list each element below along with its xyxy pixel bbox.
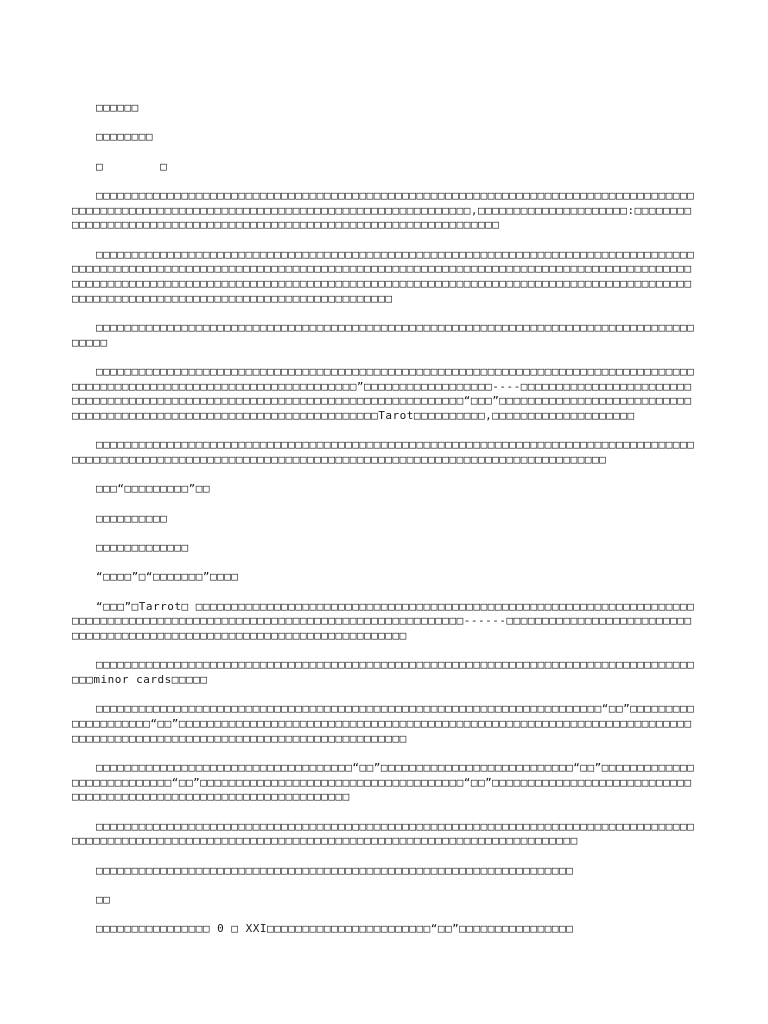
paragraph: □□□□□□□□□□□□□□□□□□□□□□□□□□□□□□□□□□□□□□□□□□□□□□□□□□□□□□□□□□□□□□□□□□□ [96, 863, 574, 877]
paragraph: □□□□□□□□□□□□□ [96, 541, 189, 554]
paragraph: □□□□□□□□□□□□□□□□□□□□□□□□□□□□□□□□□□□□□□□□□□□□□□□□□□□□□□□□□□□□□□□□□□□□□□□□□□□□□□□□□□□□□□□minor cards□□□□□ [72, 658, 695, 686]
paragraph: □□□□□□□□□□ [96, 511, 168, 525]
paragraph: □□□□□□□□ [96, 130, 153, 144]
paragraph: □□□□□□□□□□□□□□□□□□□□□□□□□□□□□□□□□□□□□□□□□□□□□□□□□□□□□□□□□□□□□□□□□□□□□□□“□□”□□□□□□□□□□□□□□□□□□□□“□□”□□□□□□□□□□□□□□□□□□□□□□□□□□□□□□□□□□□□□□□□□□□□□□□□□□□□□□□□□□□□□□□□□□□□□□□□□□□□□□□□□□□□□□□□□□□□□□□□□□□□□□□□□□□□□□□□□□□□□□□ [72, 702, 695, 745]
paragraph: “□□□”□Tarrot□ □□□□□□□□□□□□□□□□□□□□□□□□□□□□□□□□□□□□□□□□□□□□□□□□□□□□□□□□□□□□□□□□□□□□□□□□□□□□□□□□□□□□□□□□□□□□□□□□□□□□□□□□□□□□□□□□□□□□□□□□□□□□□------□□□□□□□□□□□□□□□□□□□□□□□□□□□□□□□□□□□□□□□□□□□□□□□□□□□□□□□□□□□□□□□□□□□□□□□□□ [72, 599, 695, 642]
document-body [72, 101, 698, 952]
paragraph: □□ [96, 893, 111, 906]
paragraph: □□□□□□□□□□□□□□□□□□□□□□□□□□□□□□□□□□□□□□□□□□□□□□□□□□□□□□□□□□□□□□□□□□□□□□□□□□□□□□□□□□□□□□□□□□□□□□□□□□□□□□□□□□□□□□□□□□□□□□□□□□□□□□□□□□□□□□□□□□□□□□□□□□□□□□□□□□□□□□□□□□□□□□□□□□□□□□□□□□□□□□□□□□□□□□□□□□□□□□□□□□□□□□□□□□□□□□□□□□□□□□□□□□□□□□□□□□□□□□□□□□□□□□□□□□□□□□□□□□□□□□□□□□□□□□□□□□□□□□□□□□□□□□□□□□□□□□□□□□□□□□□ [72, 247, 695, 305]
paragraph: □□□“□□□□□□□□□”□□ [96, 482, 210, 496]
paragraph: “□□□□”□“□□□□□□□”□□□□ [96, 570, 239, 584]
paragraph: □□□□□□□□□□□□□□□□□□□□□□□□□□□□□□□□□□□□□□□□□□□□□□□□□□□□□□□□□□□□□□□□□□□□□□□□□□□□□□□□□□□□□□□□□□□□□□□□□□□□□□□□□□□□□□□□□□□□□□□□□□□□□□□□□□□□□□□□□□□□□□□□□□□□□□□□□□□□□□□ [72, 438, 695, 467]
paragraph: □□□□□□□□□□□□□□□□ 0 □ XXI□□□□□□□□□□□□□□□□□□□□□□□“□□”□□□□□□□□□□□□□□□□ [96, 922, 574, 936]
paragraph: □ □ [96, 159, 168, 173]
paragraph: □□□□□□□□□□□□□□□□□□□□□□□□□□□□□□□□□□□□□□□□□□□□□□□□□□□□□□□□□□□□□□□□□□□□□□□□□□□□□□□□□□□□□□□□□□□□□□□□□□□□□□□□□□□□□□□□□□□□□□□□□□□□”□□□□□□□□□□□□□□□□□□----□□□□□□□□□□□□□□□□□□□□□□□□□□□□□□□□□□□□□□□□□□□□□□□□□□□□□□□□□□□□□□□□□□□□□□□□□□□□□□□“□□□”□□□□□□□□□□□□□□□□□□□□□□□□□□□□□□□□□□□□□□□□□□□□□□□□□□□□□□□□□□□□□□□□□□□□□□Tarot□□□□□□□□□□,□□□□□□□□□□□□□□□□□□□□ [72, 365, 695, 423]
paragraph: □□□□□□□□□□□□□□□□□□□□□□□□□□□□□□□□□□□□□□□□□□□□□□□□□□□□□□□□□□□□□□□□□□□□□□□□□□□□□□□□□□□□□□□□□ [72, 321, 695, 349]
paragraph: □□□□□□□□□□□□□□□□□□□□□□□□□□□□□□□□□□□□□□□□□□□□□□□□□□□□□□□□□□□□□□□□□□□□□□□□□□□□□□□□□□□□□□□□□□□□□□□□□□□□□□□□□□□□□□□□□□□□□□□□□□□□□□□□□□□□□□□□□□□□,□□□□□□□□□□□□□□□□□□□□□:□□□□□□□□□□□□□□□□□□□□□□□□□□□□□□□□□□□□□□□□□□□□□□□□□□□□□□□□□□□□□□□□□□□□ [72, 188, 695, 232]
paragraph: □□□□□□□□□□□□□□□□□□□□□□□□□□□□□□□□□□□□“□□”□□□□□□□□□□□□□□□□□□□□□□□□□□□“□□”□□□□□□□□□□□□□□□□□□□□□□□□□□□“□□”□□□□□□□□□□□□□□□□□□□□□□□□□□□□□□□□□□□□□“□□”□□□□□□□□□□□□□□□□□□□□□□□□□□□□□□□□□□□□□□□□□□□□□□□□□□□□□□□□□□□□□□□□□□□ [72, 761, 695, 804]
paragraph: □□□□□□□□□□□□□□□□□□□□□□□□□□□□□□□□□□□□□□□□□□□□□□□□□□□□□□□□□□□□□□□□□□□□□□□□□□□□□□□□□□□□□□□□□□□□□□□□□□□□□□□□□□□□□□□□□□□□□□□□□□□□□□□□□□□□□□□□□□□□□□□□□□□□□□□□□□□ [72, 819, 695, 848]
paragraph: □□□□□□ [96, 101, 139, 114]
